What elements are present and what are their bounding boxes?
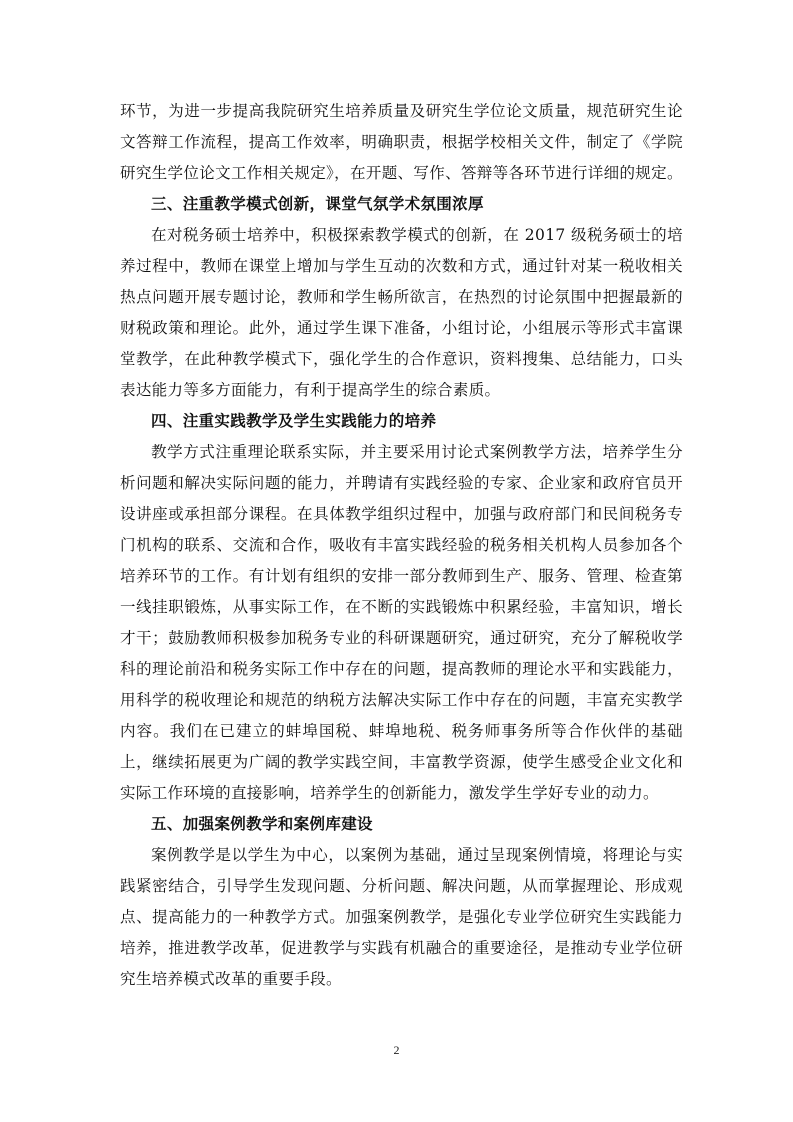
paragraph-section-5: 案例教学是以学生为中心，以案例为基础，通过呈现案例情境，将理论与实践紧密结合，引导学生发现问题、分析问题、解决问题，从而掌握理论、形成观点、提高能力的一种教学方式。加强案例教学，是强化专业学位研究生实践能力培养，推进教学改革，促进教学与实践有机融合的重要途径，是推动专业学位研究生培养模式改革的重要手段。 [120, 846, 683, 988]
paragraph-section-3: 在对税务硕士培养中，积极探索教学模式的创新，在 2017 级税务硕士的培养过程中，教师在课堂上增加与学生互动的次数和方式，通过针对某一税收相关热点问题开展专题讨论，教师和学生畅所欲言，在热烈的讨论氛围中把握最新的财税政策和理论。此外，通过学生课下准备，小组讨论，小组展示等形式丰富课堂教学，在此种教学模式下，强化学生的合作意识，资料搜集、总结能力，口头表达能力等多方面能力，有利于提高学生的综合素质。 [120, 226, 683, 399]
paragraph-section-4: 教学方式注重理论联系实际，并主要采用讨论式案例教学方法，培养学生分析问题和解决实际问题的能力，并聘请有实践经验的专家、企业家和政府官员开设讲座或承担部分课程。在具体教学组织过程中，加强与政府部门和民间税务专门机构的联系、交流和合作，吸收有丰富实践经验的税务相关机构人员参加各个培养环节的工作。有计划有组织的安排一部分教师到生产、服务、管理、检查第一线挂职锻炼，从事实际工作，在不断的实践锻炼中积累经验，丰富知识，增长才干；鼓励教师积极参加税务专业的科研课题研究，通过研究，充分了解税收学科的理论前沿和税务实际工作中存在的问题，提高教师的理论水平和实践能力，用科学的税收理论和规范的纳税方法解决实际工作中存在的问题，丰富充实教学内容。我们在已建立的蚌埠国税、蚌埠地税、税务师事务所等合作伙伴的基础上，继续拓展更为广阔的教学实践空间，丰富教学资源，使学生感受企业文化和实际工作环境的直接影响，培养学生的创新能力，激发学生学好专业的动力。 [120, 443, 683, 802]
section-heading-4: 四、注重实践教学及学生实践能力的培养 [151, 412, 437, 430]
section-heading-5: 五、加强案例教学和案例库建设 [151, 815, 373, 833]
paragraph-continued: 环节，为进一步提高我院研究生培养质量及研究生学位论文质量，规范研究生论文答辩工作流程，提高工作效率，明确职责，根据学校相关文件，制定了《学院研究生学位论文工作相关规定》，在开题、写作、答辩等各环节进行详细的规定。 [120, 102, 683, 182]
page-body [120, 96, 683, 995]
section-heading-3: 三、注重教学模式创新，课堂气氛学术氛围浓厚 [151, 195, 484, 213]
page-number: 2 [393, 1043, 400, 1057]
